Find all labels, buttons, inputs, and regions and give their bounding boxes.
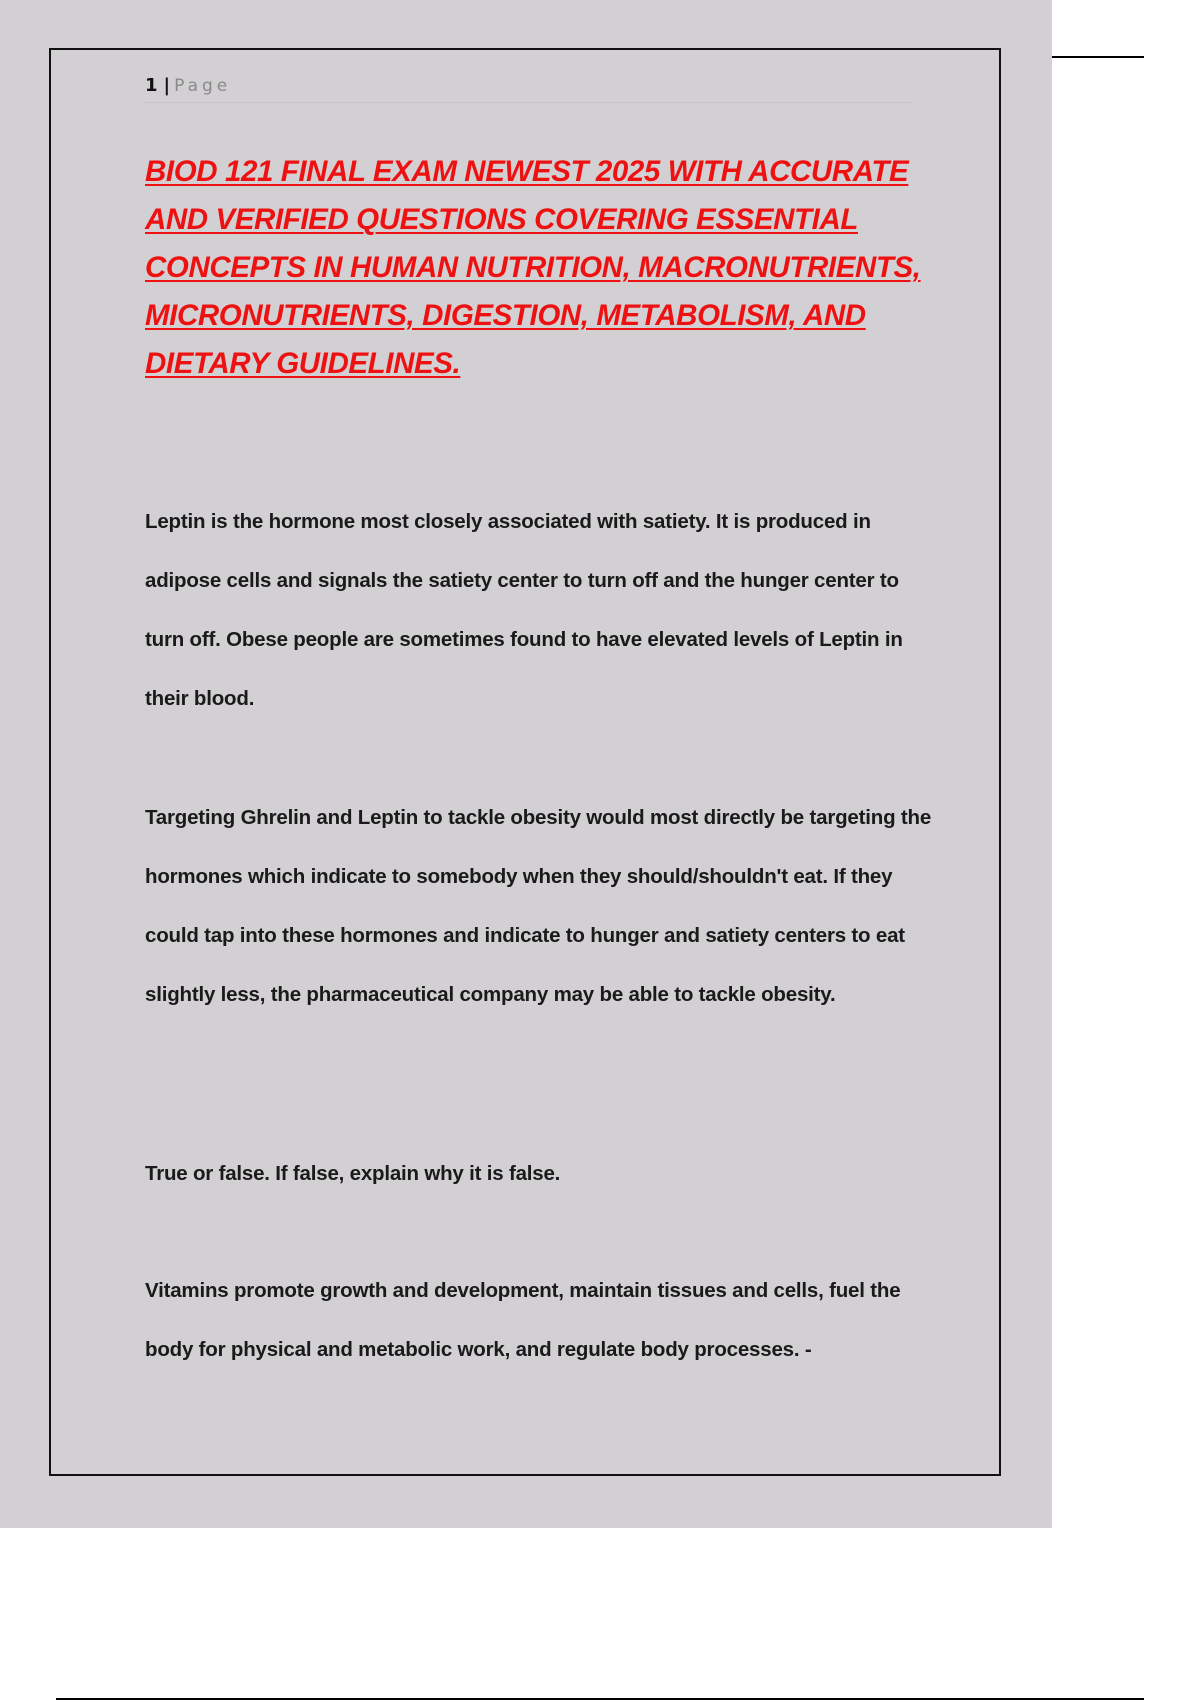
page-separator: |	[163, 75, 171, 96]
page-label: Page	[174, 76, 232, 96]
page-number: 1	[145, 75, 158, 96]
page-header	[145, 74, 911, 103]
paragraph-true-or-false: True or false. If false, explain why it is false.	[145, 1162, 561, 1185]
paragraph-vitamins: Vitamins promote growth and development, maintain tissues and cells, fuel the body for physical and metabolic work, and regulate body processes. -	[145, 1279, 901, 1361]
paragraph-ghrelin-leptin: Targeting Ghrelin and Leptin to tackle obesity would most directly be targeting the hormones which indicate to somebody when they should/shouldn't eat. If they could tap into these hormones and indicate to hunger and satiety centers to eat slightly less, the pharmaceutical company may be able to tackle obesity.	[145, 806, 932, 1006]
paragraph-leptin: Leptin is the hormone most closely associated with satiety. It is produced in adipose cells and signals the satiety center to turn off and the hunger center to turn off. Obese people are sometimes found to have elevated levels of Leptin in their blood.	[145, 510, 903, 710]
top-right-rule	[1052, 56, 1144, 58]
document-title: BIOD 121 FINAL EXAM NEWEST 2025 WITH ACCURATE AND VERIFIED QUESTIONS COVERING ESSENTIAL CONCEPTS IN HUMAN NUTRITION, MACRONUTRIENTS, MICRONUTRIENTS, DIGESTION, METABOLISM, AND DIETARY GUIDELINES.	[145, 155, 921, 380]
